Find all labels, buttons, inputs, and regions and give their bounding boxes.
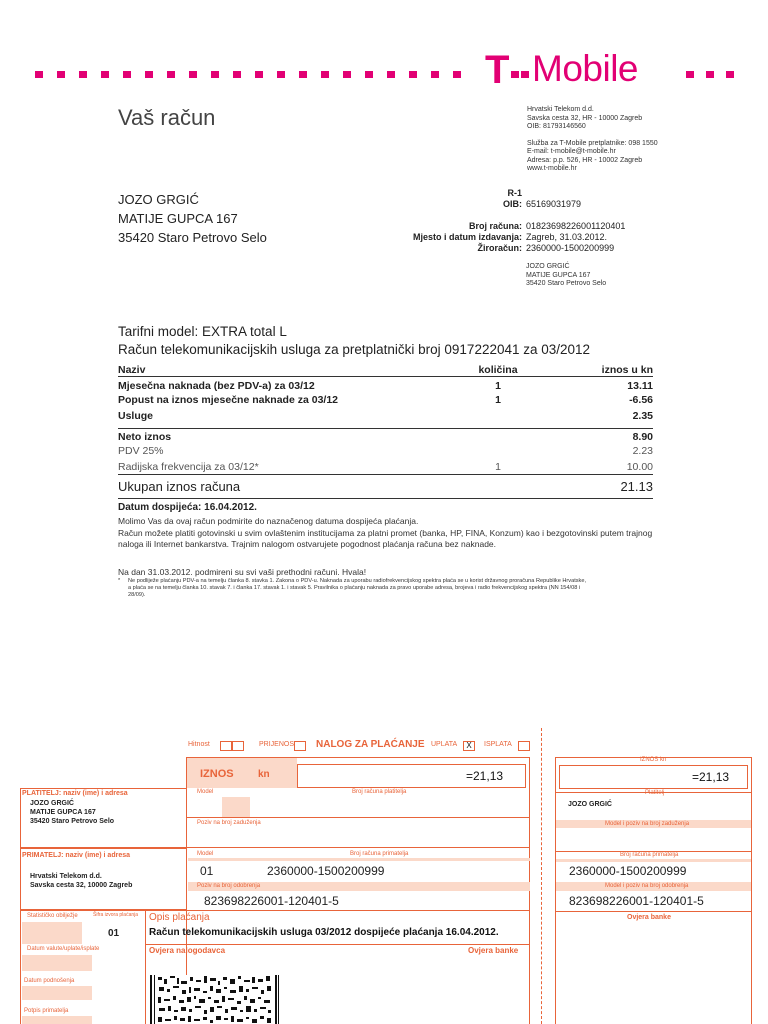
hitnost-checkbox[interactable] bbox=[220, 741, 232, 751]
sifra-label: Šifra izvora plaćanja bbox=[93, 912, 139, 918]
place-date-label: Mjesto i datum izdavanja: bbox=[412, 232, 522, 242]
stat-label: Statističko obilježje bbox=[27, 913, 78, 919]
iznos-label: IZNOS bbox=[200, 768, 234, 780]
customer-name: JOZO GRGIĆ bbox=[118, 192, 199, 207]
potpis-field[interactable] bbox=[22, 1016, 92, 1024]
company-line: E-mail: t-mobile@t-mobile.hr bbox=[527, 148, 616, 155]
meta-values bbox=[526, 188, 625, 254]
tariff-info bbox=[118, 323, 590, 359]
brand-dot bbox=[233, 71, 241, 78]
recipient-ref-value: 823698226001-120401-5 bbox=[204, 894, 339, 908]
receipt-ref1-field[interactable] bbox=[556, 828, 751, 852]
prijenos-checkbox[interactable] bbox=[294, 741, 306, 751]
payer-model-label: Model bbox=[197, 789, 214, 795]
brand-dot bbox=[189, 71, 197, 78]
brand-dot bbox=[387, 71, 395, 78]
brand-dot bbox=[521, 71, 529, 78]
brand-dot bbox=[431, 71, 439, 78]
paid-note: Na dan 31.03.2012. podmireni su svi vaši prethodni računi. Hvala! bbox=[118, 567, 367, 577]
receipt-ovjera-label: Ovjera banke bbox=[627, 914, 671, 921]
brand-dot bbox=[35, 71, 43, 78]
payer-ref-row[interactable] bbox=[187, 818, 530, 848]
brand-dot bbox=[409, 71, 417, 78]
table-row: Popust na iznos mjesečne naknade za 03/12 1 -6.56 bbox=[118, 394, 653, 406]
receipt-ref2-label: Model i poziv na broj odobrenja bbox=[605, 883, 689, 889]
receipt-iznos-label: IZNOS kn bbox=[640, 757, 667, 763]
recipient-model-label: Model bbox=[197, 851, 214, 857]
customer-city: 35420 Staro Petrovo Selo bbox=[118, 230, 267, 245]
receipt-payer-value: JOZO GRGIĆ bbox=[568, 801, 612, 808]
sifra-value: 01 bbox=[108, 928, 120, 939]
tariff-description: Račun telekomunikacijskih usluga za pretplatnički broj 0917222041 za 03/2012 bbox=[118, 342, 591, 357]
table-row: Usluge 2.35 bbox=[118, 410, 653, 422]
datum-podnosenja-label: Datum podnošenja bbox=[24, 978, 75, 984]
brand-dot bbox=[321, 71, 329, 78]
hitnost-label: Hitnost bbox=[188, 741, 210, 748]
brand-dot bbox=[211, 71, 219, 78]
total-label: Ukupan iznos računa bbox=[118, 479, 241, 494]
ovjera-banke-label: Ovjera banke bbox=[468, 946, 519, 955]
opis-label: Opis plaćanja bbox=[149, 912, 210, 923]
account-value: 2360000-1500200999 bbox=[526, 243, 615, 253]
receipt-amount-value: =21,13 bbox=[692, 770, 730, 784]
footnote bbox=[118, 578, 588, 599]
recipient-ref-label: Poziv na broj odobrenja bbox=[197, 883, 261, 889]
hitnost-checkbox-2[interactable] bbox=[232, 741, 244, 751]
brand-dot bbox=[123, 71, 131, 78]
tear-line bbox=[541, 728, 542, 1024]
company-line: Adresa: p.p. 526, HR - 10002 Zagreb bbox=[527, 156, 643, 164]
recipient-acc-label: Broj računa primatelja bbox=[350, 851, 409, 857]
receipt-acc-value: 2360000-1500200999 bbox=[569, 864, 687, 878]
meta-labels bbox=[400, 188, 522, 254]
brand-logo-t: T bbox=[485, 48, 510, 92]
brand-bar bbox=[35, 48, 735, 100]
total-amount: 21.13 bbox=[620, 479, 653, 494]
receipt-payer-label: Platitelj bbox=[645, 790, 665, 796]
page-title: Vaš račun bbox=[118, 105, 216, 130]
customer-address bbox=[118, 190, 267, 247]
receipt-acc-label: Broj računa primatelja bbox=[620, 852, 679, 858]
brand-dot bbox=[101, 71, 109, 78]
brand-dot bbox=[706, 71, 714, 78]
recipient-acc-value: 2360000-1500200999 bbox=[267, 864, 385, 878]
payer-label: PLATITELJ: naziv (ime) i adresa bbox=[22, 790, 128, 797]
receipt-acc-strip bbox=[556, 859, 751, 862]
datum-podnosenja-field[interactable] bbox=[22, 986, 92, 1000]
company-info bbox=[527, 106, 658, 174]
payer-ref-label: Poziv na broj zaduženja bbox=[197, 820, 261, 826]
slip-title: NALOG ZA PLAĆANJE bbox=[316, 739, 425, 750]
footnote-text: Ne podliježe plaćanju PDV-a na temelju članka 8. stavka 1. Zakona o PDV-u. Naknada za uporabu radiofrekvencijskog spektra plaća se u korist državnog proračuna Republike Hrvatske, a plaća se na temelju članka 10. stavak 7. i članka 17. stavak 1. i stavak 5. Pravilnika o plaćanju naknada za pravo uporabe adresa, brojeva i radio frekvencijskog spektra (NN 154/08 i 28/09). bbox=[128, 578, 587, 598]
brand-dot bbox=[277, 71, 285, 78]
bill-no-label: Broj računa: bbox=[468, 221, 522, 231]
brand-dot bbox=[57, 71, 65, 78]
meta-address: JOZO GRGIĆ MATIJE GUPCA 167 35420 Staro Petrovo Selo bbox=[526, 263, 607, 287]
brand-dot bbox=[79, 71, 87, 78]
company-line: Služba za T-Mobile pretplatnike: 098 1550 bbox=[527, 139, 658, 147]
payer-address: JOZO GRGIĆ MATIJE GUPCA 167 35420 Staro Petrovo Selo bbox=[30, 800, 115, 825]
table-row: PDV 25% 2.23 bbox=[118, 445, 653, 457]
footnote-mark: * bbox=[118, 578, 121, 584]
amount-value: =21,13 bbox=[466, 769, 504, 783]
recipient-label: PRIMATELJ: naziv (ime) i adresa bbox=[22, 852, 131, 859]
brand-dot bbox=[365, 71, 373, 78]
uplata-label: UPLATA bbox=[431, 741, 458, 748]
total-row bbox=[118, 474, 653, 499]
payment-note: Molimo Vas da ovaj račun podmirite do naznačenog datuma dospijeća plaćanja. Račun možete platiti gotovinski u svim ovlaštenim institucijama za platni promet (banka, HP, FINA, Konzum) kao i bezgotovinski putem trajnog naloga ili Internet bankarstva. Trajnim nalogom ostvarujete pogodnost plaćanja računa bez naknade. bbox=[118, 516, 653, 549]
oib-label: OIB: bbox=[503, 199, 522, 209]
brand-dot bbox=[686, 71, 694, 78]
company-line: OIB: 81793146560 bbox=[527, 123, 586, 130]
brand-dot bbox=[255, 71, 263, 78]
receipt-ref1-label: Model i poziv na broj zaduženja bbox=[605, 821, 690, 827]
ovjera-nalogodavca-label: Ovjera nalogodavca bbox=[149, 946, 226, 955]
recipient-acc-strip bbox=[188, 858, 530, 861]
isplata-label: ISPLATA bbox=[484, 741, 512, 748]
account-label: Žiroračun: bbox=[477, 243, 522, 253]
recipient-address: Hrvatski Telekom d.d. Savska cesta 32, 10000 Zagreb bbox=[30, 873, 133, 889]
tariff-model: Tarifni model: EXTRA total L bbox=[118, 324, 287, 339]
company-line: Savska cesta 32, HR - 10000 Zagreb bbox=[527, 114, 643, 122]
prijenos-label: PRIJENOS bbox=[259, 741, 295, 748]
r1-label: R-1 bbox=[507, 188, 522, 198]
bill-no-value: 01823698226001120401 bbox=[526, 221, 626, 231]
date-field[interactable] bbox=[22, 955, 92, 971]
opis-value: Račun telekomunikacijskih usluga 03/2012 dospijeće plaćanja 16.04.2012. bbox=[149, 927, 499, 938]
brand-dot bbox=[167, 71, 175, 78]
brand-dot bbox=[145, 71, 153, 78]
place-date-value: Zagreb, 31.03.2012. bbox=[526, 232, 608, 242]
charges-table bbox=[118, 363, 653, 474]
table-header: Naziv količina iznos u kn bbox=[118, 364, 653, 376]
potpis-label: Potpis primatelja bbox=[24, 1008, 69, 1014]
brand-dot bbox=[343, 71, 351, 78]
table-row: Radijska frekvencija za 03/12* 1 10.00 bbox=[118, 461, 653, 473]
kn-label: kn bbox=[258, 769, 270, 780]
receipt-ref2-value: 823698226001-120401-5 bbox=[569, 894, 704, 908]
due-date: Datum dospijeća: 16.04.2012. bbox=[118, 502, 257, 513]
customer-street: MATIJE GUPCA 167 bbox=[118, 211, 238, 226]
table-row: Mjesečna naknada (bez PDV-a) za 03/12 1 13.11 bbox=[118, 380, 653, 392]
recipient-model-value: 01 bbox=[200, 864, 214, 878]
stat-field[interactable] bbox=[22, 922, 82, 944]
isplata-checkbox[interactable] bbox=[518, 741, 530, 751]
brand-logo: Mobile bbox=[532, 48, 638, 89]
uplata-checkbox[interactable]: X bbox=[463, 741, 475, 751]
brand-dot bbox=[726, 71, 734, 78]
barcode-image bbox=[150, 975, 280, 1024]
table-row: Neto iznos 8.90 bbox=[118, 428, 653, 444]
company-line: www.t-mobile.hr bbox=[527, 165, 577, 172]
brand-dot bbox=[511, 71, 519, 78]
receipt-ovjera-box bbox=[556, 911, 751, 1024]
brand-dot bbox=[453, 71, 461, 78]
slip-title-bar bbox=[188, 740, 533, 752]
company-line: Hrvatski Telekom d.d. bbox=[527, 106, 594, 113]
date-label: Datum valute/uplate/isplate bbox=[27, 946, 100, 952]
oib-value: 65169031979 bbox=[526, 199, 582, 209]
payer-acc-label: Broj računa platitelja bbox=[352, 789, 407, 795]
payer-model-field[interactable] bbox=[222, 797, 250, 817]
brand-dot bbox=[299, 71, 307, 78]
